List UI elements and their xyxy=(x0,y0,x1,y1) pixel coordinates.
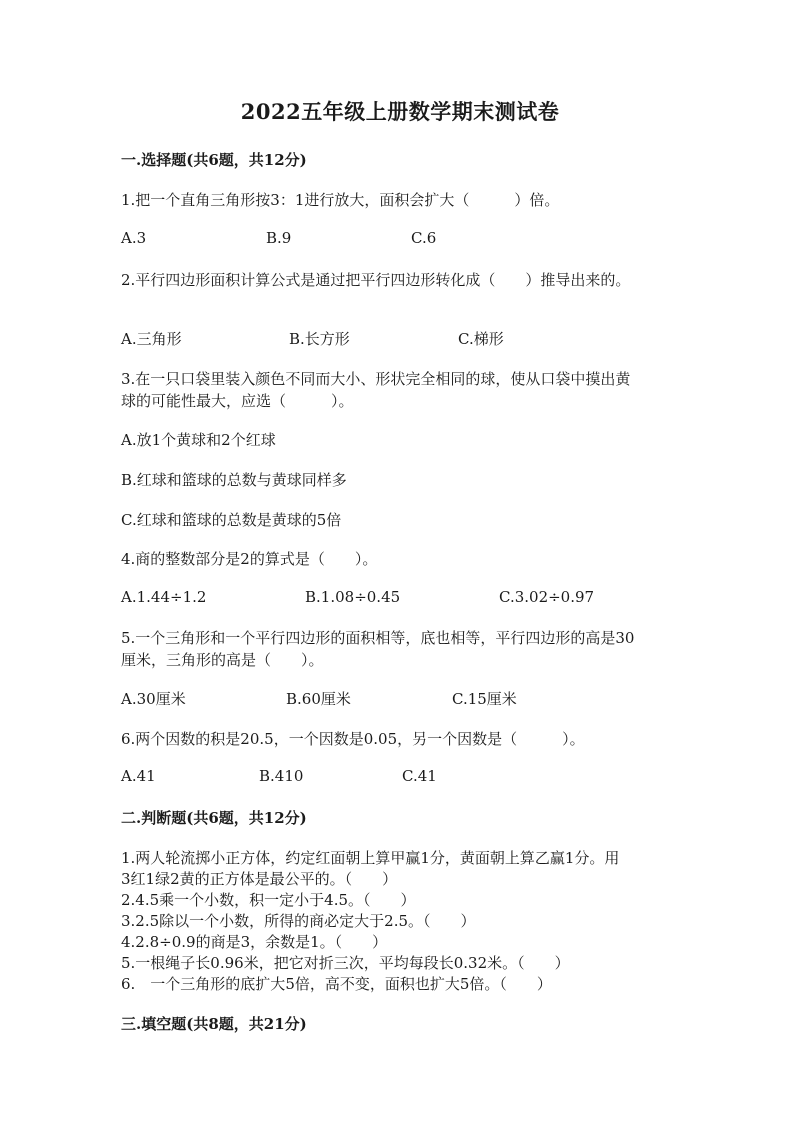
judge-item-line: 5.一根绳子长0.96米，把它对折三次，平均每段长0.32米。（ ） xyxy=(121,954,570,972)
question-6-option-b: B.410 xyxy=(259,767,304,785)
question-3-stem-line-2: 球的可能性最大，应选（ ）。 xyxy=(121,392,354,410)
question-6-option-a: A.41 xyxy=(121,767,156,785)
section-heading-true-false: 二.判断题(共6题，共12分) xyxy=(121,809,307,827)
question-4-option-c: C.3.02÷0.97 xyxy=(499,588,595,606)
question-1-option-a: A.3 xyxy=(121,229,147,247)
question-1-stem: 1.把一个直角三角形按3：1进行放大，面积会扩大（ ）倍。 xyxy=(121,191,560,209)
judge-item-line: 3红1绿2黄的正方体是最公平的。（ ） xyxy=(121,870,398,888)
question-5-stem-line-1: 5.一个三角形和一个平行四边形的面积相等，底也相等，平行四边形的高是30 xyxy=(121,629,635,647)
question-3-stem-line-1: 3.在一只口袋里装入颜色不同而大小、形状完全相同的球，使从口袋中摸出黄 xyxy=(121,370,631,388)
question-3-option-a: A.放1个黄球和2个红球 xyxy=(121,431,276,449)
question-2-stem: 2.平行四边形面积计算公式是通过把平行四边形转化成（ ）推导出来的。 xyxy=(121,271,631,289)
question-5-option-c: C.15厘米 xyxy=(452,690,517,708)
section-heading-choice: 一.选择题(共6题，共12分) xyxy=(121,151,307,169)
question-5-option-b: B.60厘米 xyxy=(286,690,351,708)
question-1-option-c: C.6 xyxy=(411,229,437,247)
question-5-stem-line-2: 厘米，三角形的高是（ ）。 xyxy=(121,651,324,669)
question-3-option-c: C.红球和篮球的总数是黄球的5倍 xyxy=(121,511,342,529)
question-1-option-b: B.9 xyxy=(266,229,292,247)
judge-item-line: 2.4.5乘一个小数，积一定小于4.5。（ ） xyxy=(121,891,416,909)
question-4-stem: 4.商的整数部分是2的算式是（ ）。 xyxy=(121,550,378,568)
judge-item-line: 1.两人轮流掷小正方体，约定红面朝上算甲赢1分，黄面朝上算乙赢1分。用 xyxy=(121,849,620,867)
question-2-option-c: C.梯形 xyxy=(458,330,504,348)
judge-item-line: 3.2.5除以一个小数，所得的商必定大于2.5。（ ） xyxy=(121,912,476,930)
judge-item-line: 6. 一个三角形的底扩大5倍，高不变，面积也扩大5倍。（ ） xyxy=(121,975,552,993)
question-6-stem: 6.两个因数的积是20.5，一个因数是0.05，另一个因数是（ ）。 xyxy=(121,730,585,748)
judge-item-line: 4.2.8÷0.9的商是3，余数是1。（ ） xyxy=(121,933,388,951)
section-heading-fill-blank: 三.填空题(共8题，共21分) xyxy=(121,1015,307,1033)
question-4-option-b: B.1.08÷0.45 xyxy=(305,588,401,606)
question-2-option-b: B.长方形 xyxy=(289,330,350,348)
question-4-option-a: A.1.44÷1.2 xyxy=(121,588,207,606)
question-6-option-c: C.41 xyxy=(402,767,437,785)
question-5-option-a: A.30厘米 xyxy=(121,690,186,708)
question-2-option-a: A.三角形 xyxy=(121,330,182,348)
page-title: 2022五年级上册数学期末测试卷 xyxy=(240,99,560,124)
question-3-option-b: B.红球和篮球的总数与黄球同样多 xyxy=(121,471,347,489)
